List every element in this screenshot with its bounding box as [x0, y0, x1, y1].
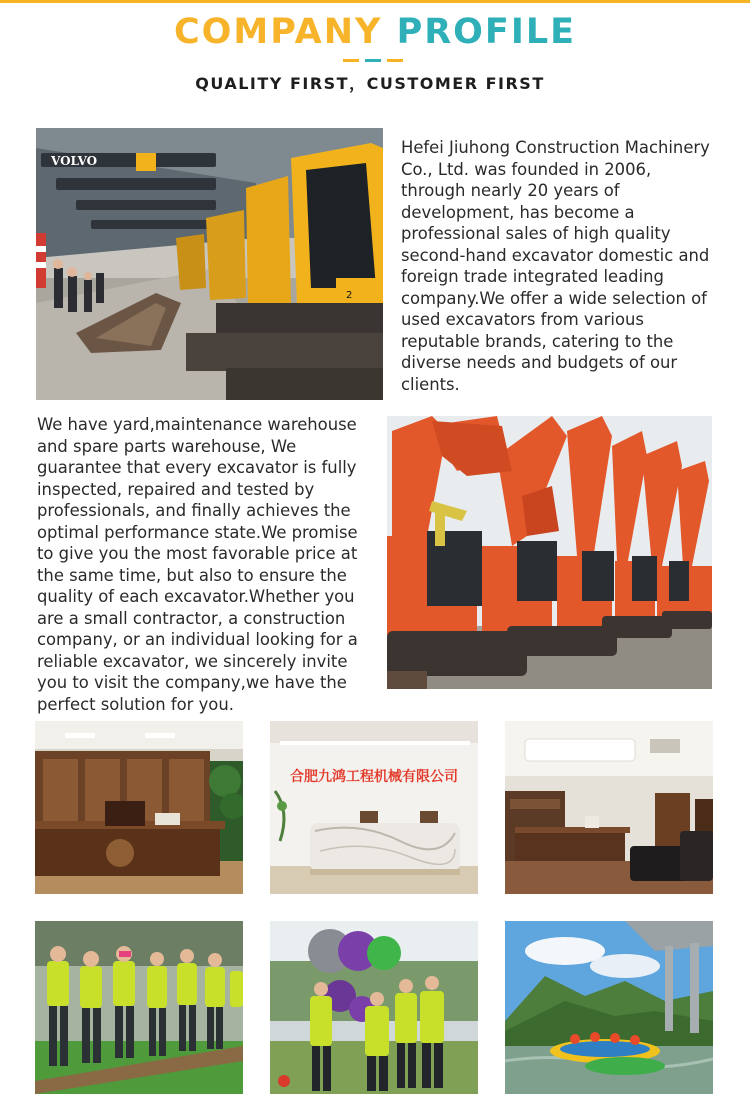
river-rafting-photo: [505, 921, 713, 1094]
volvo-excavator-row-photo: [36, 128, 383, 400]
top-accent-bar: [0, 0, 750, 3]
meeting-office-photo: [505, 721, 713, 894]
team-balloons-photo: [270, 921, 478, 1094]
company-name-sign: 合肥九鸿工程机械有限公司: [290, 769, 458, 785]
intro-paragraph-2: We have yard,maintenance warehouse and spare parts warehouse, We guarantee that every excavator is fully inspected, repaired and tested by professionals, and finally achieves the optimal performance state.We promise to give you the most favorable price at the same time, but also to ensure the quality of each excavator.Whether you are a small contractor, a construction company, or an individual looking for a reliable excavator, we sincerely invite you to visit the company,we have the perfect solution for you.: [37, 415, 358, 714]
page-title: [0, 12, 750, 52]
reception-desk-photo: [270, 721, 478, 894]
team-building-walk-photo: [35, 921, 243, 1094]
divider-dash: [343, 59, 359, 62]
machine-number: 2: [346, 290, 353, 301]
office-desk-photo: [35, 721, 243, 894]
title-word-profile: PROFILE: [396, 12, 577, 52]
intro-paragraph-1: Hefei Jiuhong Construction Machinery Co., Ltd. was founded in 2006, through nearly 20 years of development, has become a professional sales of high quality second-hand excavator domestic and foreign trade integrated leading company.We offer a wide selection of used excavators from various reputable brands, catering to the diverse needs and budgets of our clients.: [401, 138, 710, 394]
volvo-logo-text: VOLVO: [51, 154, 98, 168]
title-divider: [343, 59, 403, 62]
orange-excavators-yard-photo: [387, 416, 712, 689]
title-word-company: COMPANY: [173, 12, 383, 52]
divider-dash: [387, 59, 403, 62]
divider-dash: [365, 59, 381, 62]
page-subtitle: QUALITY FIRST，CUSTOMER FIRST: [195, 74, 545, 93]
